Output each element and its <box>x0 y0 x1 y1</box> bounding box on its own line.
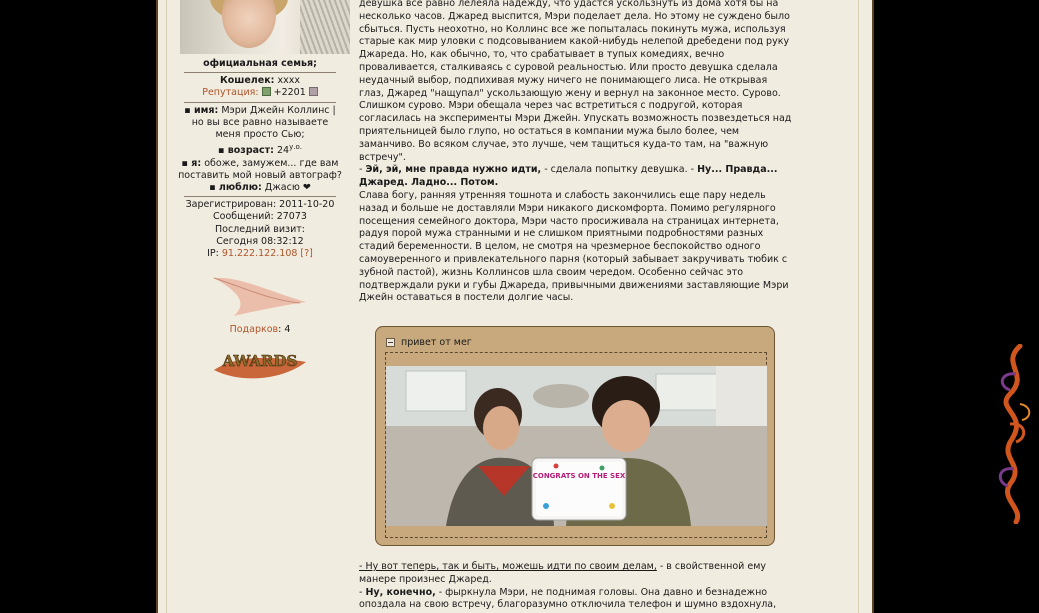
last-visit-value: Сегодня 08:32:12 <box>216 235 304 247</box>
forum-post-container <box>156 0 874 613</box>
user-group: официальная семья; <box>203 58 317 69</box>
post-quote: - Ну вот теперь, так и быть, можешь идти по своим делам, - в свойственной ему манере произнес Джаред. <box>359 561 767 585</box>
collapse-icon[interactable] <box>386 338 395 347</box>
post-quote: - Эй, эй, мне правда нужно идти, - сделала попытку девушка. - Ну... Правда... Джаред. Ладно... Потом. <box>359 164 778 189</box>
post-paragraph: Слава богу, ранняя утренняя тошнота и слабость закончились еще пару недель назад и больше не доставляли Мэри никакого дискомфорта. Помимо регулярного посещения семейного доктора, Мэри часто просиживала на страницах интернета, радуя порой мужа странными и не слишком приятными подробностями разных стадий беременности. В целом, не смотря на чрезмерное беспокойство одного самоуверенного и привлекательного парня (который забывает закручивать тюбик с зубной пастой), жизнь Коллинсов шла своим чередом. Особенно сейчас это подтверждали руки и губы Джареда, привычными движениями заставляющие Мэри Джейн оставаться в постели долгие часы. <box>359 189 789 304</box>
spoiler-title: привет от мег <box>401 337 472 348</box>
gifts-row: Подарков: 4 <box>229 324 291 336</box>
spoiler-block <box>375 326 775 546</box>
post-quote: - Ну, конечно, - фыркнула Мэри, не поднимая головы. Она давно и безнадежно опоздала на свою встречу, благоразумно отключила телефон и шумно вздохнула, <box>359 586 777 611</box>
plus-reputation-icon[interactable] <box>262 87 271 96</box>
gifts-link[interactable]: Подарков <box>229 324 279 336</box>
reputation-link[interactable]: Репутация: <box>202 87 259 99</box>
user-avatar[interactable] <box>180 0 350 54</box>
love-field: ▪ люблю: Джасю ❤ <box>209 181 311 193</box>
ip-link[interactable]: 91.222.122.108 [?] <box>221 248 313 259</box>
user-profile-sidebar <box>178 0 342 386</box>
wallet-row: Кошелек: хххх <box>219 75 300 87</box>
me-field: ▪ я: обоже, замужем... где вам поставить мой новый автограф? <box>178 157 342 181</box>
post-body <box>359 0 795 305</box>
post-paragraph: девушка все равно лелеяла надежду, что удастся ускользнуть из дома хотя бы на несколько часов. Джаред выспится, Мэри поделает дела. Но этому не суждено было сбыться. Пусть неохотно, но Коллинс все же попыталась покинуть мужа, используя старые как мир уловки с подсовыванием какой-нибудь нелепой дребедени под руку Джареда. Но, как обычно, то, что срабатывает в тупых комедиях, вечно проваливается, сталкиваясь с суровой реальностью. Или просто девушка сделала неудачный выбор, подпихивая мужу ничего не понимающего лиса. Не открывая глаз, Джаред "нащупал" ускользающую жену и вернул на законное место. Сурово. Слишком сурово. Мэри обещала через час встретиться с подругой, которая согласилась на эксперименты Мэри Джейн. Упускать возможность позвездеться над приятельницей было глупо, но остаться в компании мужа было более, чем заманчиво. Во всяком случае, это лучше, чем тащиться куда-то там, на "важную встречу". <box>359 0 792 163</box>
message-count: Сообщений: 27073 <box>213 211 307 223</box>
cake-text: CONGRATS ON THE SEX <box>532 472 626 480</box>
age-field: ▪ возраст: $24^{у.о.}$ <box>218 143 302 157</box>
awards-badge-icon[interactable] <box>212 340 308 386</box>
decorative-ornament-icon <box>990 344 1034 524</box>
registered-date: Зарегистрирован: 2011-10-20 <box>185 199 335 211</box>
spoiler-header[interactable] <box>386 337 472 348</box>
name-field: ▪ имя: Мэри Джейн Коллинс | но вы все равно называете меня просто Сью; <box>184 104 336 141</box>
last-visit-label: Последний визит: <box>215 223 305 235</box>
post-continuation <box>359 561 795 612</box>
awards-logo-text: AWARDS <box>222 352 298 371</box>
ip-row: IP: 91.222.122.108 [?] <box>207 248 313 259</box>
spoiler-content <box>385 352 767 538</box>
minus-reputation-icon[interactable] <box>309 87 318 96</box>
feather-icon <box>210 272 310 318</box>
spoiler-image <box>386 366 767 526</box>
reputation-row: Репутация: +2201 <box>178 87 342 99</box>
